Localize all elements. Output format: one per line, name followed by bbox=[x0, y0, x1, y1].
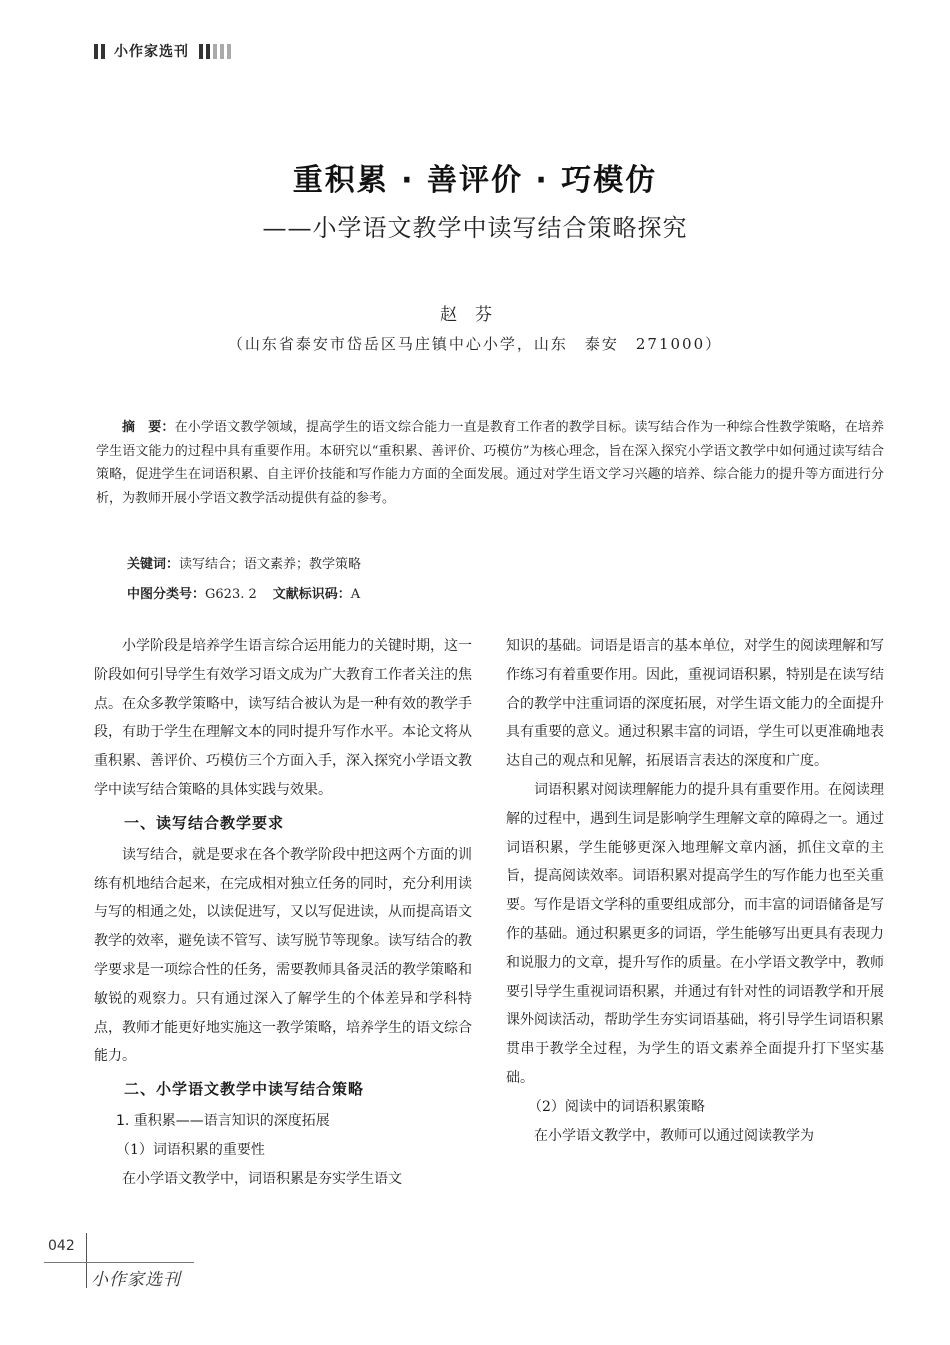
body-paragraph: 读写结合，就是要求在各个教学阶段中把这两个方面的训练有机地结合起来，在完成相对独立任务的同时，充分利用读与写的相通之处，以读促进写，又以写促进读，从而提高语文教学的效率，避免读不管写、读写脱节等现象。读写结合的教学要求是一项综合性的任务，需要教师具备灵活的教学策略和敏锐的观察力。只有通过深入了解学生的个体差异和学科特点，教师才能更好地实施这一教学策略，培养学生的语文综合能力。 bbox=[94, 846, 472, 1065]
doc-code: A bbox=[350, 587, 361, 602]
body-paragraph: 在小学语文教学中，词语积累是夯实学生语文 bbox=[122, 1170, 402, 1187]
page-number: 042 bbox=[48, 1238, 75, 1254]
author-name: 赵芬 bbox=[440, 305, 510, 325]
section-heading-1: 一、读写结合教学要求 bbox=[124, 813, 285, 832]
header-bars-left bbox=[94, 44, 108, 59]
body-paragraph: 知识的基础。词语是语言的基本单位，对学生的阅读理解和写作练习有着重要作用。因此，重视词语积累，特别是在读写结合的教学中注重词语的深度拓展，对学生语文能力的全面提升具有重要的意义。通过积累丰富的词语，学生可以更准确地表达自己的观点和见解，拓展语言表达的深度和广度。 bbox=[506, 638, 884, 770]
header-bars-right bbox=[199, 44, 234, 59]
footer-journal-logo: 小作家选刊 bbox=[91, 1270, 181, 1290]
left-column bbox=[94, 632, 472, 1194]
subsection-heading: 1. 重积累——语言知识的深度拓展 bbox=[116, 1113, 330, 1130]
section-heading-2: 二、小学语文教学中读写结合策略 bbox=[124, 1080, 365, 1099]
body-paragraph: 词语积累对阅读理解能力的提升具有重要作用。在阅读理解的过程中，遇到生词是影响学生理解文章的障碍之一。通过词语积累，学生能够更深入地理解文章内涵，抓住文章的主旨，提高阅读效率。词语积累对提高学生的写作能力也至关重要。写作是语文学科的重要组成部分，而丰富的词语储备是写作的基础。通过积累更多的词语，学生能够写出更具有表现力和说服力的文章，提升写作的质量。在小学语文教学中，教师要引导学生重视词语积累，并通过有针对性的词语教学和开展课外阅读活动，帮助学生夯实词语基础，将引导学生词语积累贯串于教学全过程，为学生的语文素养全面提升打下坚实基础。 bbox=[506, 781, 884, 1086]
article-title: 重积累 · 善评价 · 巧模仿 bbox=[292, 163, 658, 198]
article-subtitle: ——小学语文教学中读写结合策略探究 bbox=[262, 214, 688, 242]
body-paragraph: 在小学语文教学中，教师可以通过阅读教学为 bbox=[534, 1127, 814, 1144]
keywords-text: 读写结合；语文素养；教学策略 bbox=[179, 557, 362, 572]
classification bbox=[127, 583, 887, 602]
journal-name: 小作家选刊 bbox=[114, 44, 189, 60]
subsubsection-heading: （2）阅读中的词语积累策略 bbox=[528, 1098, 705, 1115]
intro-paragraph: 小学阶段是培养学生语言综合运用能力的关键时期，这一阶段如何引导学生有效学习语文成为广大教育工作者关注的焦点。在众多教学策略中，读写结合被认为是一种有效的教学手段，有助于学生在理解文本的同时提升写作水平。本论文将从重积累、善评价、巧模仿三个方面入手，深入探究小学语文教学中读写结合策略的具体实践与效果。 bbox=[94, 638, 472, 798]
abstract-label: 摘 要： bbox=[122, 420, 175, 435]
abstract bbox=[96, 416, 884, 510]
author-affiliation: （山东省泰安市岱岳区马庄镇中心小学，山东 泰安 271000） bbox=[227, 335, 723, 353]
subsubsection-heading: （1）词语积累的重要性 bbox=[116, 1141, 265, 1158]
running-header bbox=[94, 40, 234, 62]
keywords bbox=[127, 553, 887, 572]
abstract-text: 在小学语文教学领域，提高学生的语文综合能力一直是教育工作者的教学目标。读写结合作为一种综合性教学策略，在培养学生语文能力的过程中具有重要作用。本研究以“重积累、善评价、巧模仿”为核心理念，旨在深入探究小学语文教学中如何通过读写结合策略，促进学生在词语积累、自主评价技能和写作能力方面的全面发展。通过对学生语文学习兴趣的培养、综合能力的提升等方面进行分析，为教师开展小学语文教学活动提供有益的参考。 bbox=[96, 420, 884, 506]
clc-label: 中图分类号： bbox=[127, 587, 206, 602]
clc-number: G623. 2 bbox=[205, 587, 257, 602]
keywords-label: 关键词： bbox=[127, 557, 180, 572]
right-column bbox=[506, 632, 884, 1150]
footer-divider-horizontal bbox=[44, 1262, 194, 1263]
doc-code-label: 文献标识码： bbox=[272, 587, 351, 602]
footer-divider-vertical bbox=[86, 1233, 87, 1288]
